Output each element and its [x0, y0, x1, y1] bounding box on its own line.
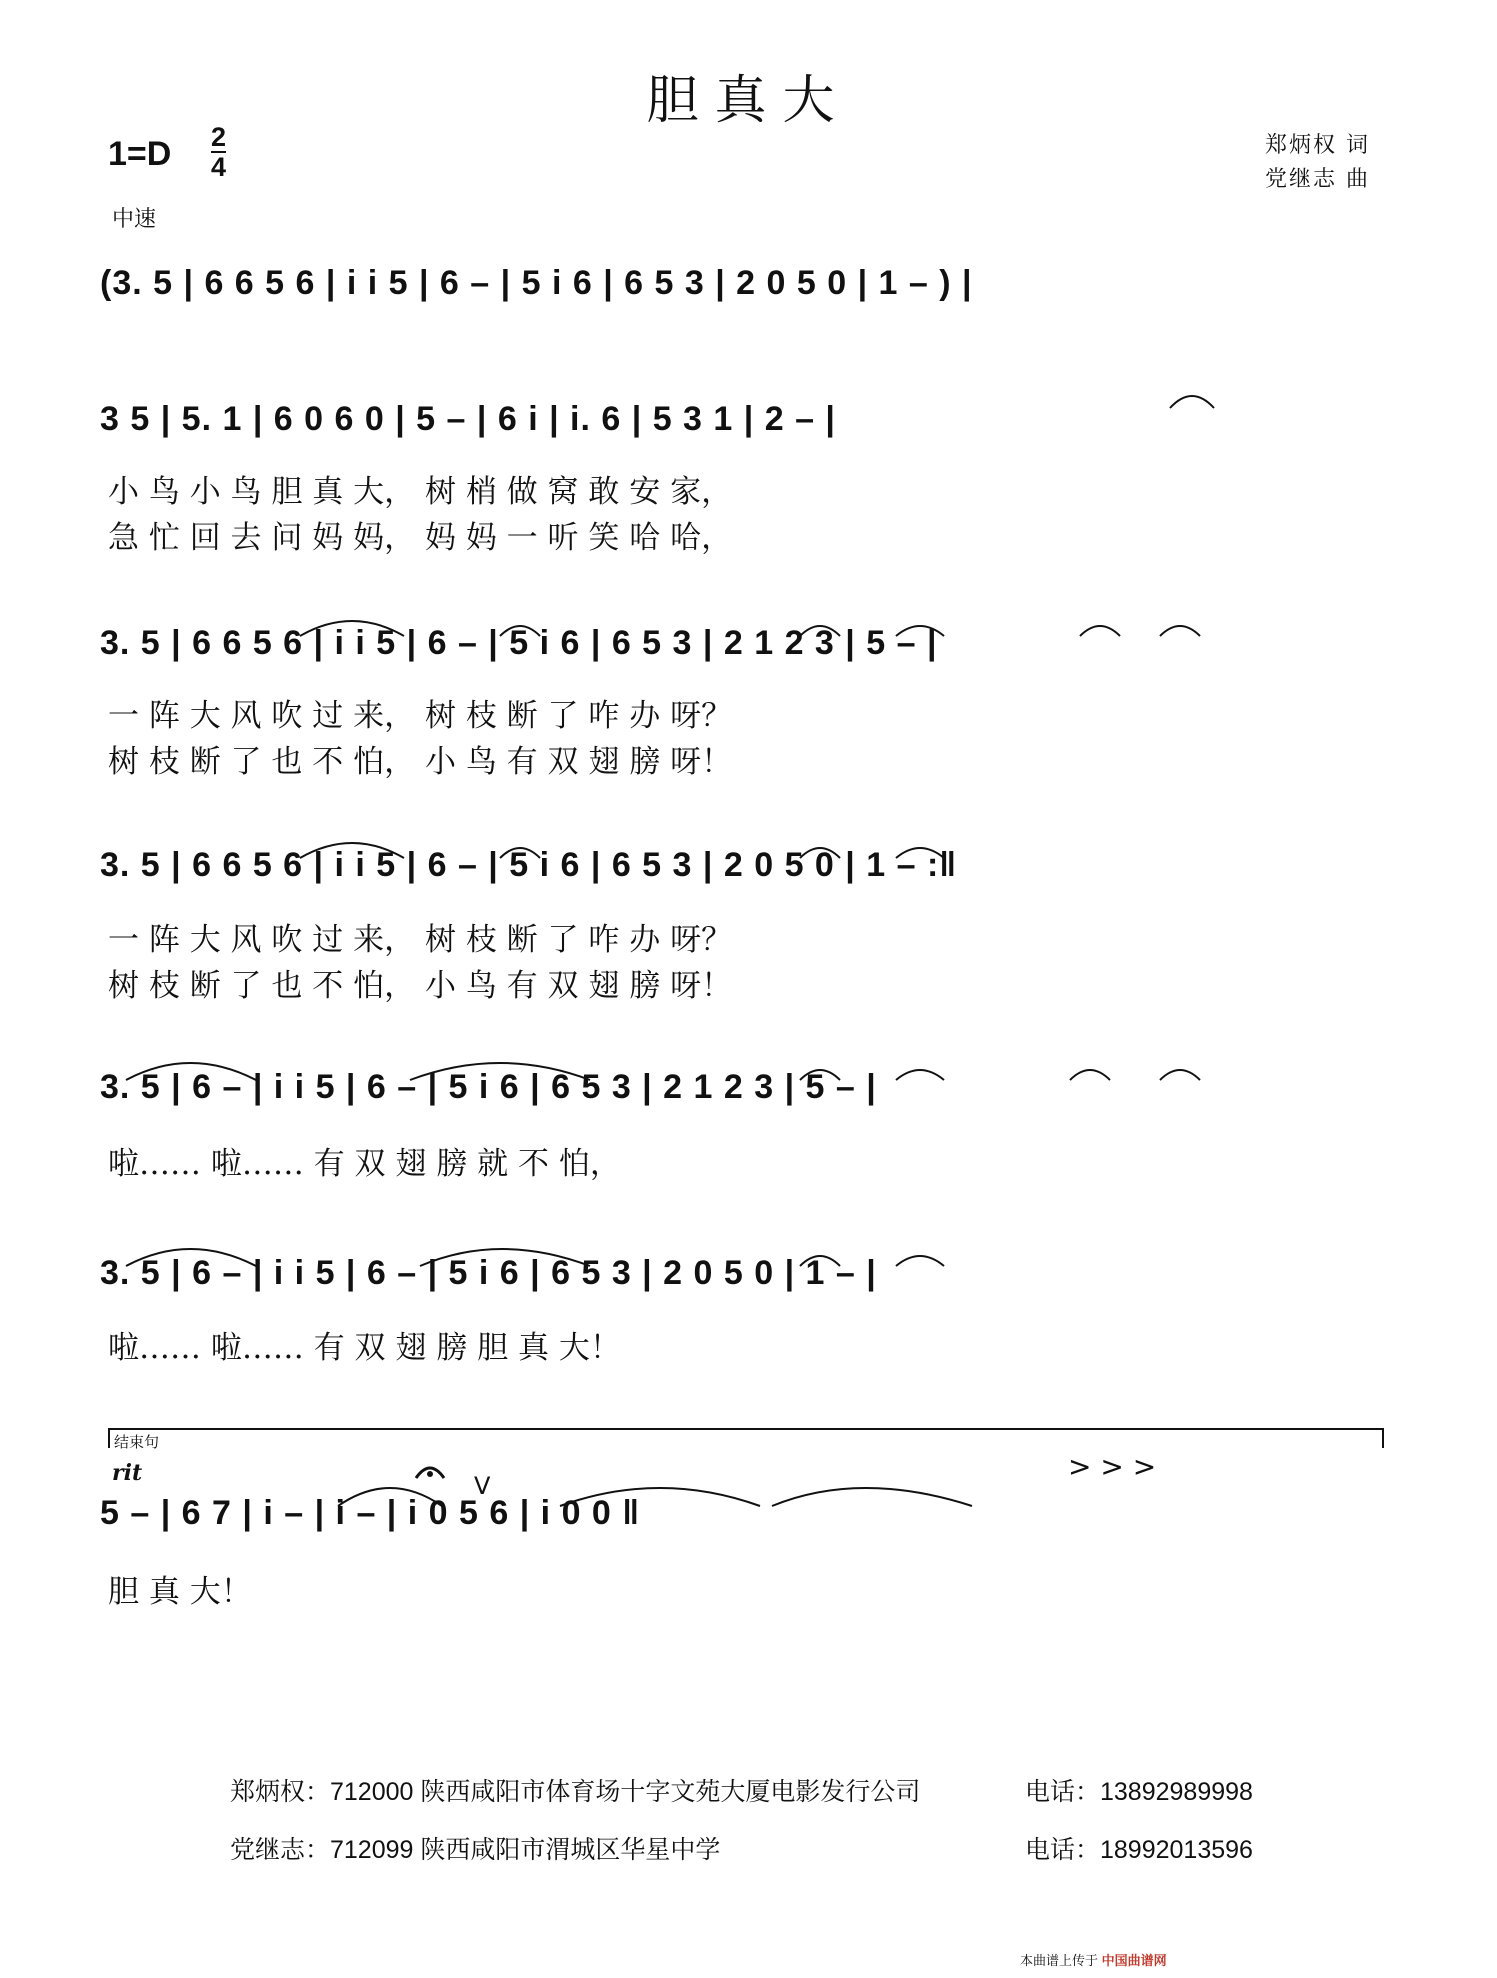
slur-mark — [800, 1256, 840, 1266]
lyricist-credit: 郑炳权 词 — [1265, 133, 1370, 158]
slur-mark — [300, 621, 404, 636]
upload-footer — [1020, 1950, 1167, 1969]
fermata-dot — [427, 1471, 433, 1477]
lyric-line: 啦…… 啦…… 有 双 翅 膀 胆 真 大！ — [108, 1330, 621, 1366]
slur-mark — [410, 1063, 590, 1080]
slur-mark — [300, 843, 404, 858]
slur-mark — [1160, 1070, 1200, 1080]
tempo-marking: 中速 — [112, 207, 157, 232]
slur-mark — [772, 1488, 972, 1506]
slur-mark — [896, 1256, 944, 1266]
slur-mark — [800, 626, 840, 636]
site-logo: 中国曲谱网 — [1101, 1953, 1167, 1968]
staff-line-coda: 5 – | 6 7 | i – | i – | i 0 5 6 | i 0 0 ‖ — [100, 1494, 641, 1532]
contact-composer: 党继志：712099 陕西咸阳市渭城区华星中学 — [230, 1836, 721, 1864]
coda-label: 结束句 — [114, 1433, 160, 1451]
slur-mark — [126, 1063, 256, 1080]
accent-marks: > > > — [1068, 1450, 1157, 1483]
meter-bottom: 4 — [211, 152, 227, 182]
staff-line-intro: (3. 5 | 6 6 5 6 | i i 5 | 6 – | 5 i 6 | 6 5 3 | 2 0 5 0 | 1 – ) | — [100, 264, 973, 302]
staff-line-verse-1: 3 5 | 5. 1 | 6 0 6 0 | 5 – | 6 i | i. 6 | 5 3 1 | 2 – | — [100, 400, 836, 438]
lyric-line: 树 枝 断 了 也 不 怕， 小 鸟 有 双 翅 膀 呀！ — [108, 968, 733, 1004]
lyric-line: 小 鸟 小 鸟 胆 真 大， 树 梢 做 窝 敢 安 家， — [108, 474, 733, 510]
slur-mark — [126, 1249, 256, 1266]
song-title: 胆真大 — [646, 71, 851, 131]
slur-mark — [500, 626, 540, 636]
slur-mark — [1170, 396, 1214, 408]
footer-text: 本曲谱上传于 — [1020, 1953, 1099, 1968]
lyric-line: 树 枝 断 了 也 不 怕， 小 鸟 有 双 翅 膀 呀！ — [108, 744, 733, 780]
phone-composer: 电话：18992013596 — [1025, 1836, 1253, 1864]
lyric-line: 啦…… 啦…… 有 双 翅 膀 就 不 怕， — [108, 1146, 621, 1182]
slur-mark — [896, 1070, 944, 1080]
slur-mark — [800, 1070, 840, 1080]
slur-mark — [500, 848, 540, 858]
staff-line-bridge-2: 3. 5 | 6 – | i i 5 | 6 – | 5 i 6 | 6 5 3 | 2 0 5 0 | 1 – | — [100, 1254, 877, 1292]
ritardando-mark: rit — [112, 1460, 143, 1486]
lyric-line: 胆 真 大！ — [108, 1574, 252, 1610]
phone-lyricist: 电话：13892989998 — [1025, 1778, 1253, 1806]
staff-line-bridge-1: 3. 5 | 6 – | i i 5 | 6 – | 5 i 6 | 6 5 3 | 2 1 2 3 | 5 – | — [100, 1068, 877, 1106]
slur-mark — [1070, 1070, 1110, 1080]
slur-mark — [1160, 626, 1200, 636]
slur-mark — [560, 1488, 760, 1506]
staff-line-verse-2: 3. 5 | 6 6 5 6 | i i 5 | 6 – | 5 i 6 | 6 5 3 | 2 1 2 3 | 5 – | — [100, 624, 938, 662]
staff-line-verse-3: 3. 5 | 6 6 5 6 | i i 5 | 6 – | 5 i 6 | 6 5 3 | 2 0 5 0 | 1 – :‖ — [100, 846, 958, 884]
contact-lyricist: 郑炳权：712000 陕西咸阳市体育场十字文苑大厦电影发行公司 — [230, 1778, 921, 1806]
slur-mark — [896, 626, 944, 636]
slur-mark — [1080, 626, 1120, 636]
slur-mark — [800, 848, 840, 858]
key-signature: 1=D — [108, 135, 172, 173]
lyric-line: 一 阵 大 风 吹 过 来， 树 枝 断 了 咋 办 呀？ — [108, 698, 733, 734]
breath-mark: V — [474, 1472, 491, 1500]
meter-top: 2 — [211, 122, 227, 152]
slur-mark — [420, 1249, 590, 1266]
slur-mark — [896, 848, 944, 858]
lyric-line: 一 阵 大 风 吹 过 来， 树 枝 断 了 咋 办 呀？ — [108, 922, 733, 958]
composer-credit: 党继志 曲 — [1265, 167, 1370, 192]
lyric-line: 急 忙 回 去 问 妈 妈， 妈 妈 一 听 笑 哈 哈， — [108, 520, 733, 556]
slur-mark — [338, 1488, 442, 1506]
